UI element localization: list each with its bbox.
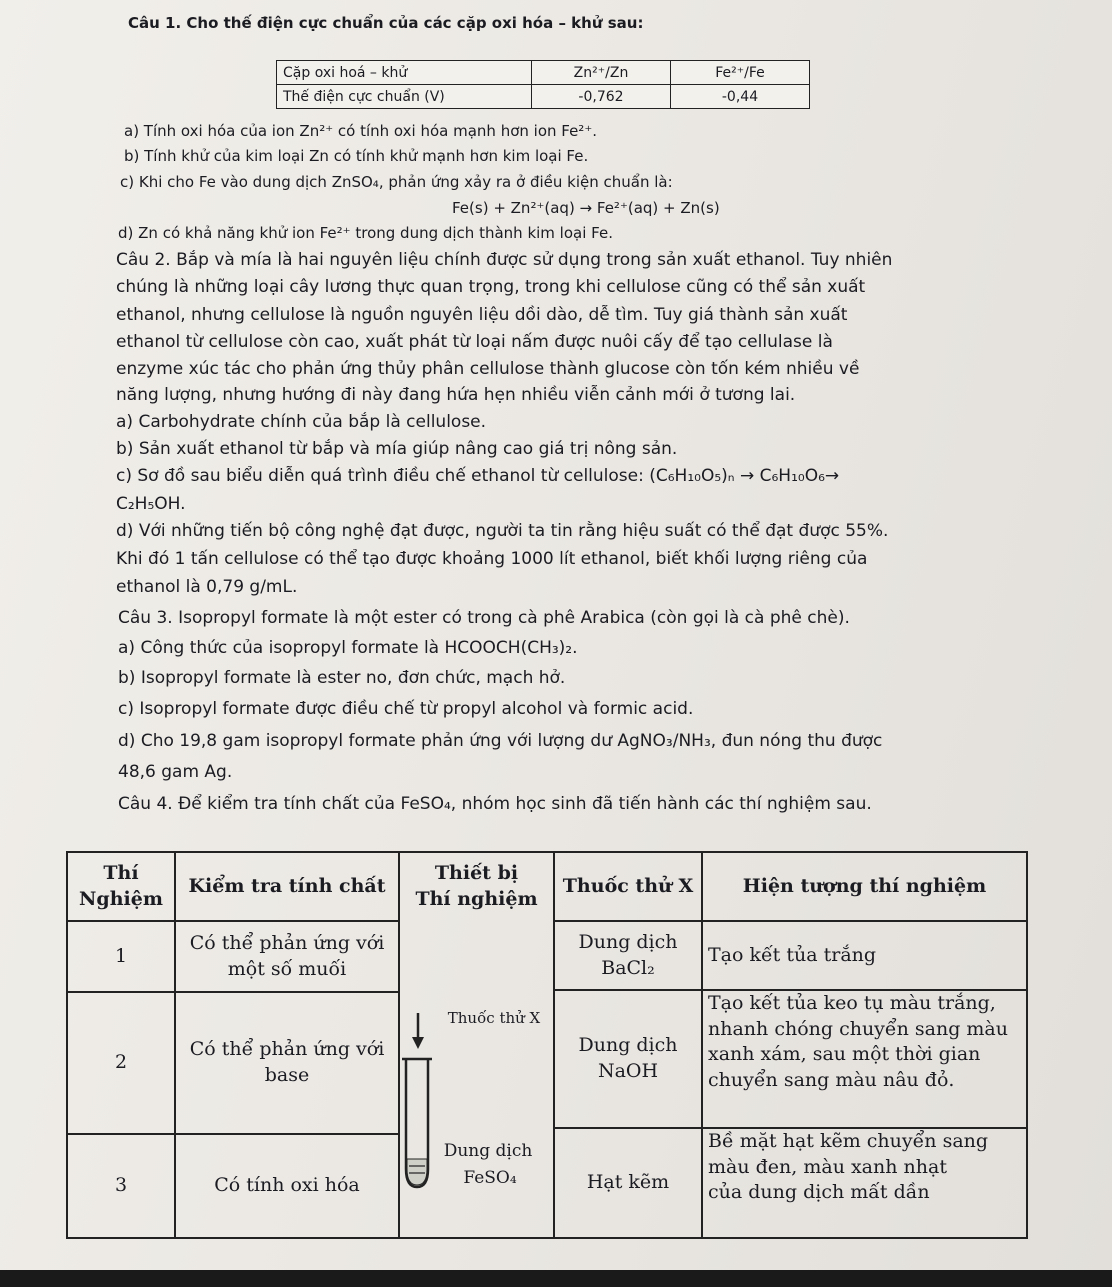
cell-text: NaOH <box>597 1060 659 1082</box>
cell-text: Có thể phản ứng với <box>189 931 385 954</box>
q2-line-5: enzyme xúc tác cho phản ứng thủy phân cellulose thành glucose còn tốn kém nhiều về <box>116 359 860 379</box>
q1-a-text: a) Tính oxi hóa của ion Zn²⁺ có tính oxi hóa mạnh hơn ion Fe²⁺. <box>124 122 598 140</box>
header-apparatus <box>400 853 553 920</box>
row-1-number: 1 <box>114 944 128 967</box>
q2-d-line-3: ethanol là 0,79 g/mL. <box>116 577 298 597</box>
q2-line-1: Câu 2. Bắp và mía là hai nguyên liệu chính được sử dụng trong sản xuất ethanol. Tuy nhiên <box>116 250 893 270</box>
cell-text: Bề mặt hạt kẽm chuyển sang <box>708 1130 989 1152</box>
header-observation: Hiện tượng thí nghiệm <box>742 874 987 897</box>
row-3-number: 3 <box>114 1174 128 1197</box>
q1-a <box>124 122 597 140</box>
solution-label-1: Dung dịch <box>443 1141 533 1161</box>
table-cell: -0,44 <box>671 85 810 109</box>
q3-d-line-2: 48,6 gam Ag. <box>118 762 233 782</box>
table-cell: -0,762 <box>532 85 671 109</box>
q2-d-line-1: d) Với những tiến bộ công nghệ đạt được, người ta tin rằng hiệu suất có thể đạt được 55%. <box>116 521 889 541</box>
test-tube-diagram <box>400 991 553 1235</box>
q2-line-2: chúng là những loại cây lương thực quan trọng, trong khi cellulose cũng có thể sản xuất <box>116 277 866 297</box>
arrow-head-icon <box>412 1037 424 1049</box>
row-3-property: Có tính oxi hóa <box>214 1174 360 1197</box>
reagent-x-label: Thuốc thử X <box>447 1009 541 1027</box>
q3-c: c) Isopropyl formate được điều chế từ propyl alcohol và formic acid. <box>118 699 694 719</box>
solution-label-2: FeSO₄ <box>463 1168 517 1188</box>
q3-intro: Câu 3. Isopropyl formate là một ester có trong cà phê Arabica (còn gọi là cà phê chè). <box>118 608 850 628</box>
header-property: Kiểm tra tính chất <box>188 874 386 897</box>
header-text: Thí nghiệm <box>415 887 538 910</box>
header-reagent: Thuốc thử X <box>562 874 694 897</box>
header-text: Thí <box>103 861 139 884</box>
cell-text: chuyển sang màu nâu đỏ. <box>708 1068 955 1091</box>
table-border <box>66 1237 1028 1239</box>
cell-text: nhanh chóng chuyển sang màu <box>708 1017 1008 1040</box>
potential-table <box>276 60 810 109</box>
q2-b: b) Sản xuất ethanol từ bắp và mía giúp nâng cao giá trị nông sản. <box>116 439 678 459</box>
q3-b: b) Isopropyl formate là ester no, đơn chức, mạch hở. <box>118 668 566 688</box>
cell-text: Dung dịch <box>578 930 678 953</box>
q4-intro: Câu 4. Để kiểm tra tính chất của FeSO₄, nhóm học sinh đã tiến hành các thí nghiệm sau. <box>118 794 872 814</box>
table-row <box>277 61 810 85</box>
q1-d: d) Zn có khả năng khử ion Fe²⁺ trong dung dịch thành kim loại Fe. <box>118 224 613 242</box>
row-2-reagent <box>555 991 701 1127</box>
bottom-edge <box>0 1270 1112 1287</box>
row-1-reagent <box>555 922 701 989</box>
table-cell: Thế điện cực chuẩn (V) <box>277 85 532 109</box>
q2-c-line-2: C₂H₅OH. <box>116 494 186 514</box>
cell-text: Dung dịch <box>578 1034 678 1057</box>
experiment-table <box>66 851 1028 1239</box>
q3-d-line-1: d) Cho 19,8 gam isopropyl formate phản ứng với lượng dư AgNO₃/NH₃, đun nóng thu được <box>118 731 883 751</box>
q2-line-4: ethanol từ cellulose còn cao, xuất phát từ loại nấm được nuôi cấy để tạo cellulase là <box>116 332 833 352</box>
table-border <box>1026 851 1028 1239</box>
header-experiment <box>68 853 174 920</box>
row-1-observation: Tạo kết tủa trắng <box>708 943 877 966</box>
header-text: Nghiệm <box>79 887 163 910</box>
q1-equation: Fe(s) + Zn²⁺(aq) → Fe²⁺(aq) + Zn(s) <box>452 199 720 217</box>
q2-line-3: ethanol, nhưng cellulose là nguồn nguyên liệu dồi dào, dễ tìm. Tuy giá thành sản xuất <box>116 305 848 325</box>
solution-level <box>407 1159 427 1185</box>
q1-c: c) Khi cho Fe vào dung dịch ZnSO₄, phản ứng xảy ra ở điều kiện chuẩn là: <box>120 173 673 191</box>
header-text: Thiết bị <box>434 861 519 884</box>
row-2-property <box>176 993 398 1133</box>
cell-text: base <box>264 1064 310 1086</box>
cell-text: xanh xám, sau một thời gian <box>708 1043 981 1066</box>
table-cell: Zn²⁺/Zn <box>532 61 671 85</box>
q2-line-6: năng lượng, nhưng hướng đi này đang hứa hẹn nhiều viễn cảnh mới ở tương lai. <box>116 385 796 405</box>
row-1-property <box>176 922 398 991</box>
cell-text: BaCl₂ <box>601 956 655 979</box>
q3-a: a) Công thức của isopropyl formate là HCOOCH(CH₃)₂. <box>118 638 578 658</box>
table-cell: Cặp oxi hoá – khử <box>277 61 532 85</box>
q1-b: b) Tính khử của kim loại Zn có tính khử mạnh hơn kim loại Fe. <box>124 147 589 165</box>
row-2-observation <box>708 991 1026 1127</box>
cell-text: một số muối <box>227 957 347 980</box>
row-2-number: 2 <box>114 1051 128 1074</box>
row-3-reagent: Hạt kẽm <box>586 1171 670 1194</box>
cell-text: Có thể phản ứng với <box>189 1038 385 1061</box>
cell-text: màu đen, màu xanh nhạt <box>708 1155 947 1178</box>
cell-text: của dung dịch mất dần <box>708 1181 930 1204</box>
q1-intro: Câu 1. Cho thế điện cực chuẩn của các cặp oxi hóa – khử sau: <box>128 14 644 32</box>
table-row <box>277 85 810 109</box>
q2-d-line-2: Khi đó 1 tấn cellulose có thể tạo được khoảng 1000 lít ethanol, biết khối lượng riêng của <box>116 549 868 569</box>
row-3-observation <box>708 1129 1026 1237</box>
table-cell: Fe²⁺/Fe <box>671 61 810 85</box>
cell-text: Tạo kết tủa keo tụ màu trắng, <box>708 992 996 1014</box>
q2-c-line-1: c) Sơ đồ sau biểu diễn quá trình điều chế ethanol từ cellulose: (C₆H₁₀O₅)ₙ → C₆H₁₀O₆→ <box>116 466 840 486</box>
q2-a: a) Carbohydrate chính của bắp là cellulose. <box>116 412 487 432</box>
